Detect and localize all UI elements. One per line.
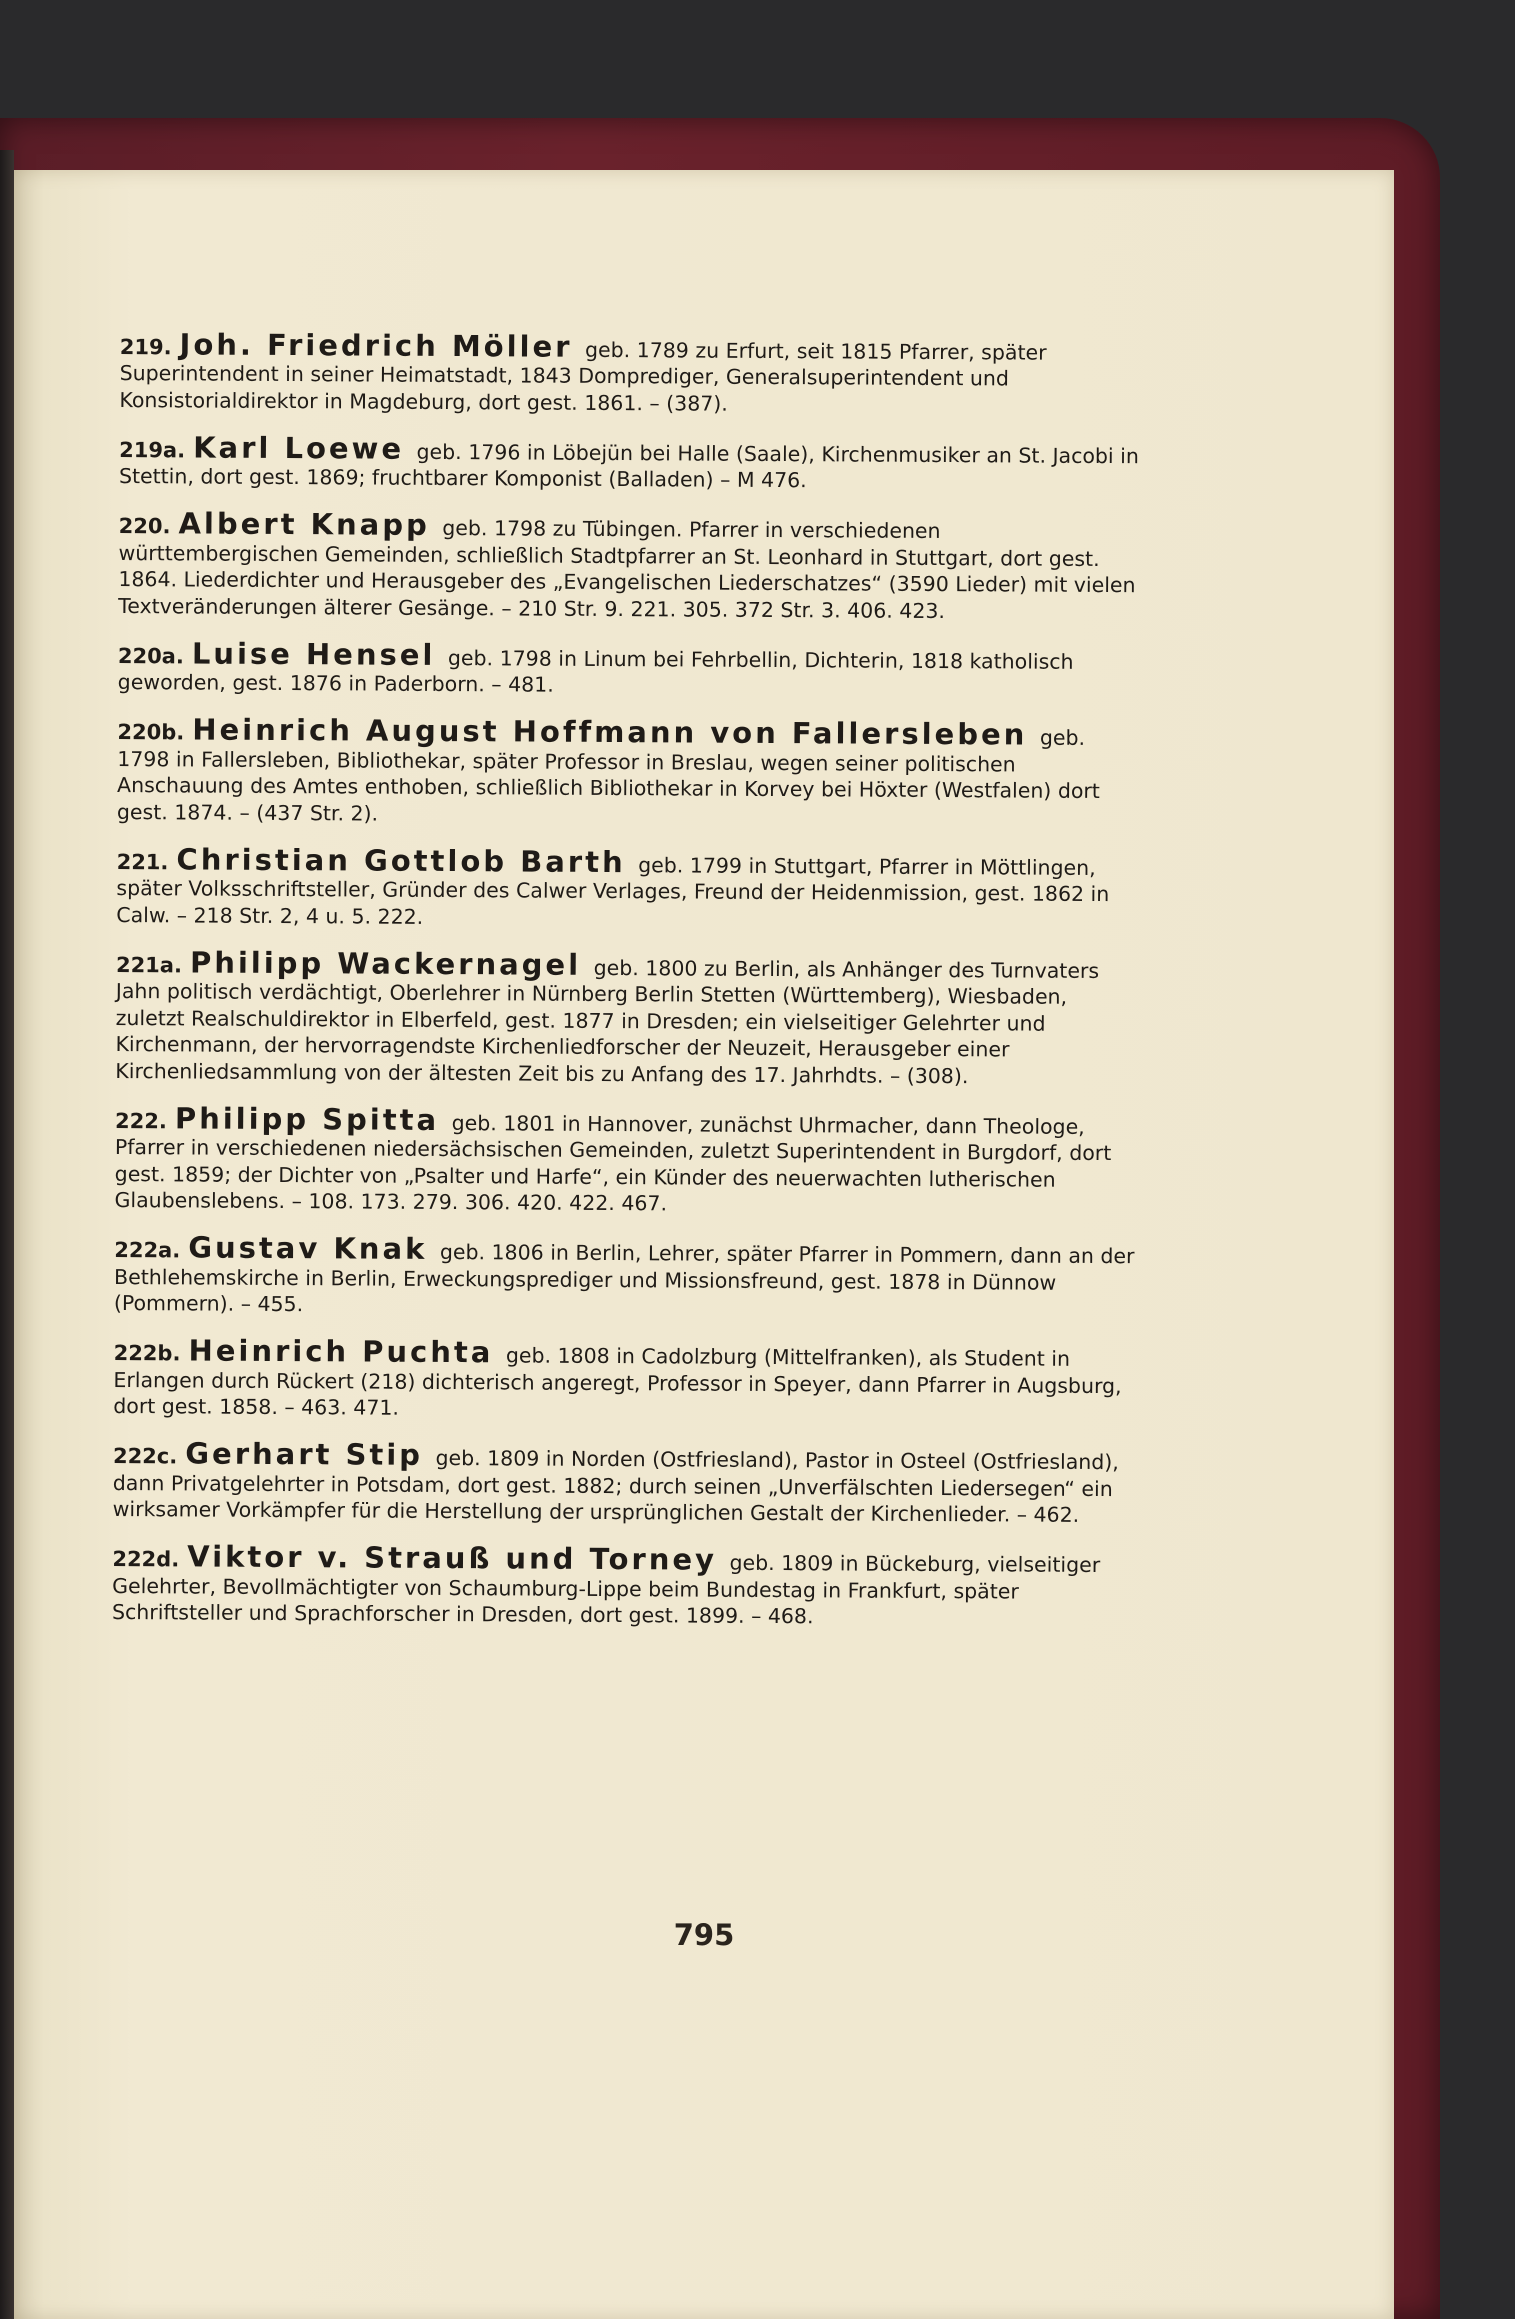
book-spine-edge [0, 150, 14, 2319]
entry-number: 222c. [112, 1443, 178, 1469]
entry-220 [118, 506, 1144, 625]
entry-number: 222b. [113, 1340, 181, 1366]
entry-number: 222. [114, 1108, 167, 1133]
entry-text: geb. 1798 in Linum bei Fehrbellin, Dichterin, 1818 katholisch geworden, gest. 1876 in Paderborn. – 481. [117, 645, 1074, 697]
entry-219 [119, 326, 1144, 419]
entry-220b [116, 712, 1143, 831]
entry-number: 219a. [119, 437, 186, 462]
entry-number: 222a. [114, 1237, 181, 1263]
entry-number: 222d. [112, 1546, 180, 1572]
entry-number: 220. [118, 513, 171, 539]
entry-name: Heinrich August Hoffmann von Fallersleben [192, 712, 1028, 752]
entry-221 [116, 841, 1141, 934]
book-page [14, 170, 1394, 2319]
entry-text: geb. 1796 in Löbejün bei Halle (Saale), Kirchenmusiker an St. Jacobi in Stettin, dort gest. 1869; fruchtbarer Komponist (Balladen) – M 476. [118, 439, 1139, 493]
entry-text: geb. 1806 in Berlin, Lehrer, später Pfarrer in Pommern, dann an der Bethlehemskirche in Berlin, Erweckungsprediger und Missionsfreund, gest. 1878 in Dünnow (Pommern). – 455. [113, 1239, 1135, 1317]
entry-text: geb. 1799 in Stuttgart, Pfarrer in Möttlingen, später Volksschriftsteller, Gründer des Calwer Verlages, Freund der Heidenmission, gest. 1862 in Calw. – 218 Str. 2, 4 u. 5. 222. [116, 852, 1110, 929]
entry-name: Philipp Spitta [174, 1100, 440, 1137]
entry-number: 221. [116, 849, 169, 874]
entry-list [112, 310, 1145, 1646]
entry-name: Philipp Wackernagel [189, 944, 582, 982]
entry-name: Luise Hensel [191, 635, 436, 672]
entry-name: Viktor v. Strauß und Torney [187, 1539, 718, 1577]
entry-222d [111, 1539, 1137, 1632]
entry-name: Gustav Knak [188, 1230, 428, 1266]
entry-222b [113, 1333, 1138, 1426]
entry-number: 221a. [115, 952, 183, 977]
entry-name: Karl Loewe [193, 429, 405, 466]
entry-text: geb. 1808 in Cadolzburg (Mittelfranken), als Student in Erlangen durch Rückert (218) dichterisch angeregt, Professor in Speyer, dann Pfarrer in Augsburg, dort gest. 1858. – 463. 471. [113, 1343, 1122, 1420]
entry-name: Christian Gottlob Barth [176, 841, 626, 879]
entry-number: 220b. [117, 719, 185, 745]
entry-text: geb. 1798 zu Tübingen. Pfarrer in verschiedenen württembergischen Gemeinden, schließlich Stadtpfarrer an St. Leonhard in Stuttgart, dort gest. 1864. Liederdichter und Herausgeber des „Evangelischen Liederschatzes“ (3590 Lieder) mit vielen Textveränderungen älterer Gesänge. – 210 Str. 9. 221. 305. 372 Str. 3. 406. 423. [118, 515, 1136, 623]
entry-222a [113, 1230, 1139, 1323]
entry-222c [112, 1436, 1138, 1529]
entry-number: 220a. [117, 643, 184, 668]
entry-text: geb. 1800 zu Berlin, als Anhänger des Turnvaters Jahn politisch verdächtigt, Oberlehrer in Nürnberg Berlin Stetten (Württemberg), Wiesbaden, zuletzt Realschuldirektor in Elberfeld, gest. 1877 in Dresden; ein vielseitiger Gelehrter und Kirchenmann, der hervorragendste Kirchenliedforscher der Neuzeit, Herausgeber einer Kirchenliedsammlung von der ältesten Zeit bis zu Anfang des 17. Jahrhdts. – (308). [115, 955, 1100, 1088]
entry-text: geb. 1798 in Fallersleben, Bibliothekar, später Professor in Breslau, wegen seiner politischen Anschauung des Amtes enthoben, schließlich Bibliothekar in Korvey bei Höxter (Westfalen) dort gest. 1874. – (437 Str. 2). [116, 725, 1100, 826]
entry-name: Heinrich Puchta [188, 1333, 494, 1370]
entry-text: geb. 1809 in Bückeburg, vielseitiger Gelehrter, Bevollmächtigter von Schaumburg-Lippe beim Bundestag in Frankfurt, später Schriftsteller und Sprachforscher in Dresden, dort gest. 1899. – 468. [111, 1550, 1101, 1629]
entry-219a [118, 429, 1144, 495]
entry-220a [117, 635, 1143, 701]
entry-name: Albert Knapp [178, 506, 430, 542]
entry-222 [114, 1100, 1140, 1219]
entry-text: geb. 1801 in Hannover, zunächst Uhrmacher, dann Theologe, Pfarrer in verschiedenen niedersächsischen Gemeinden, zuletzt Superintendent in Burgdorf, dort gest. 1859; der Dichter von „Psalter und Harfe“, ein Künder des neuerwachten lutherischen Glaubenslebens. – 108. 173. 279. 306. 420. 422. 467. [114, 1110, 1112, 1216]
entry-text: geb. 1809 in Norden (Ostfriesland), Pastor in Osteel (Ostfriesland), dann Privatgelehrter in Potsdam, dort gest. 1882; durch seinen „Unverfälschten Liedersegen“ ein wirksamer Vorkämpfer für die Herstellung der ursprünglichen Gestalt der Kirchenlieder. – 462. [112, 1445, 1119, 1527]
page-number: 795 [673, 1918, 735, 1952]
entry-text: geb. 1789 zu Erfurt, seit 1815 Pfarrer, später Superintendent in seiner Heimatstadt, 1843 Domprediger, Generalsuperintendent und Konsistorialdirektor in Magdeburg, dort gest. 1861. – (387). [119, 337, 1047, 416]
entry-name: Gerhart Stip [185, 1436, 424, 1472]
entry-221a [115, 944, 1141, 1090]
entry-number: 219. [119, 334, 172, 359]
entry-name: Joh. Friedrich Möller [179, 326, 573, 364]
